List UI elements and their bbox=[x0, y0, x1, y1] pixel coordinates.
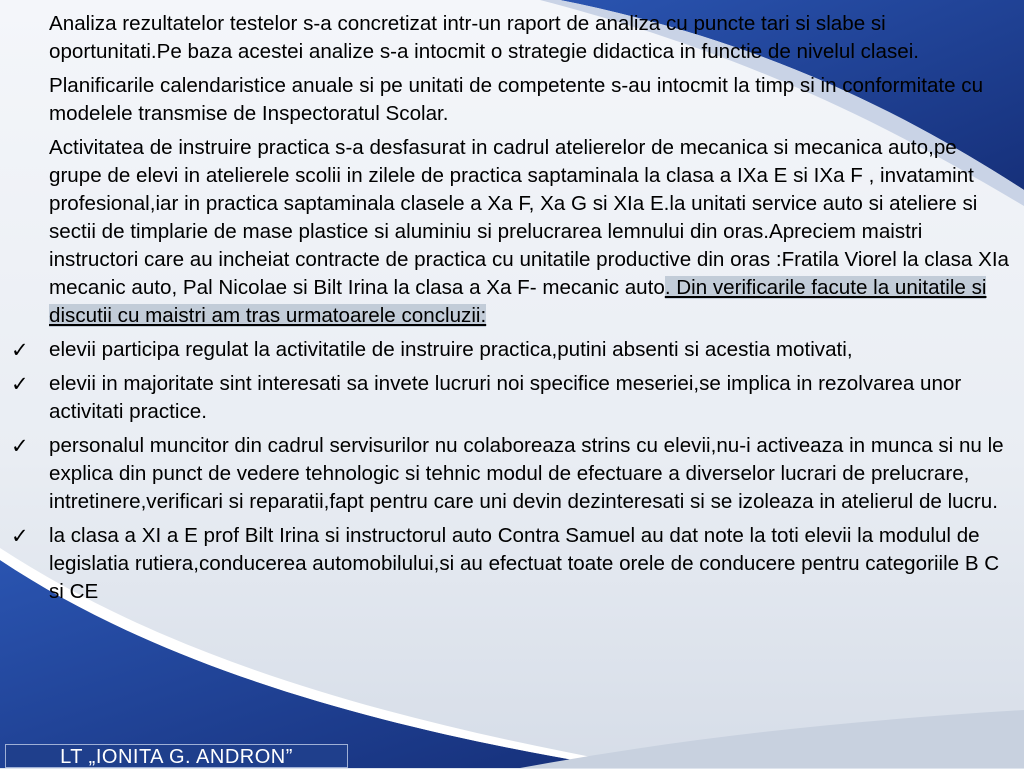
checkmark-icon: ✓ bbox=[11, 372, 29, 396]
paragraph-practical-training bbox=[0, 134, 1024, 330]
school-name-footer: LT „IONITA G. ANDRON” bbox=[5, 744, 348, 768]
conclusions-intro: . Din verificarile facute la unitatile si discutii cu maistri am tras urmatoarele concluzii: bbox=[49, 276, 987, 327]
paragraph-analysis: Analiza rezultatelor testelor s-a concretizat intr-un raport de analiza cu puncte tari si slabe si oportunitati.Pe baza acestei analize s-a intocmit o strategie didactica in functie de nivelul clasei. bbox=[49, 12, 919, 63]
checkmark-icon: ✓ bbox=[11, 434, 29, 458]
bullet-interest bbox=[0, 370, 1024, 426]
bullet-grades bbox=[0, 522, 1024, 606]
checkmark-icon: ✓ bbox=[11, 524, 29, 548]
bullet-text: elevii in majoritate sint interesati sa invete lucruri noi specifice meseriei,se implica in rezolvarea unor activitati practice. bbox=[49, 372, 962, 423]
bullet-text: personalul muncitor din cadrul servisurilor nu colaboreaza strins cu elevii,nu-i activeaza in munca si nu le explica din punct de vedere tehnologic si tehnic modul de efectuare a diverselor lucrari de prelucrare, intretinere,verificari si reparatii,fapt pentru care uni devin dezinteresati si se izoleaza in atelierul de lucru. bbox=[49, 434, 1004, 513]
bullet-text: la clasa a XI a E prof Bilt Irina si instructorul auto Contra Samuel au dat note la toti elevii la modulul de legislatia rutiera,conducerea automobilului,si au efectuat toate orele de conducere pentru categoriile B C si CE bbox=[49, 524, 1000, 603]
bullet-attendance bbox=[0, 336, 1024, 364]
bullet-staff bbox=[0, 432, 1024, 516]
practical-training-text: Activitatea de instruire practica s-a desfasurat in cadrul atelierelor de mecanica si mecanica auto,pe grupe de elevi in atelierele scolii in zilele de practica saptaminala la clasa a IXa E si IXa F , invatamint profesional,iar in practica saptaminala clasele a Xa F, Xa G si XIa E.la unitati service auto si ateliere si sectii de timplarie de mase plastice si aluminiu si prelucrarea lemnului din oras.Apreciem maistri instructori care au incheiat contracte de practica cu unitatile productive din oras :Fratila Viorel la clasa XIa mecanic auto, Pal Nicolae si Bilt Irina la clasa a Xa F- mecanic auto bbox=[49, 136, 1010, 299]
paragraph-planning: Planificarile calendaristice anuale si pe unitati de competente s-au intocmit la timp si in conformitate cu modelele transmise de Inspectoratul Scolar. bbox=[49, 74, 984, 125]
slide-body bbox=[0, 10, 1024, 612]
bullet-text: elevii participa regulat la activitatile de instruire practica,putini absenti si acestia motivati, bbox=[49, 338, 853, 361]
checkmark-icon: ✓ bbox=[11, 338, 29, 362]
